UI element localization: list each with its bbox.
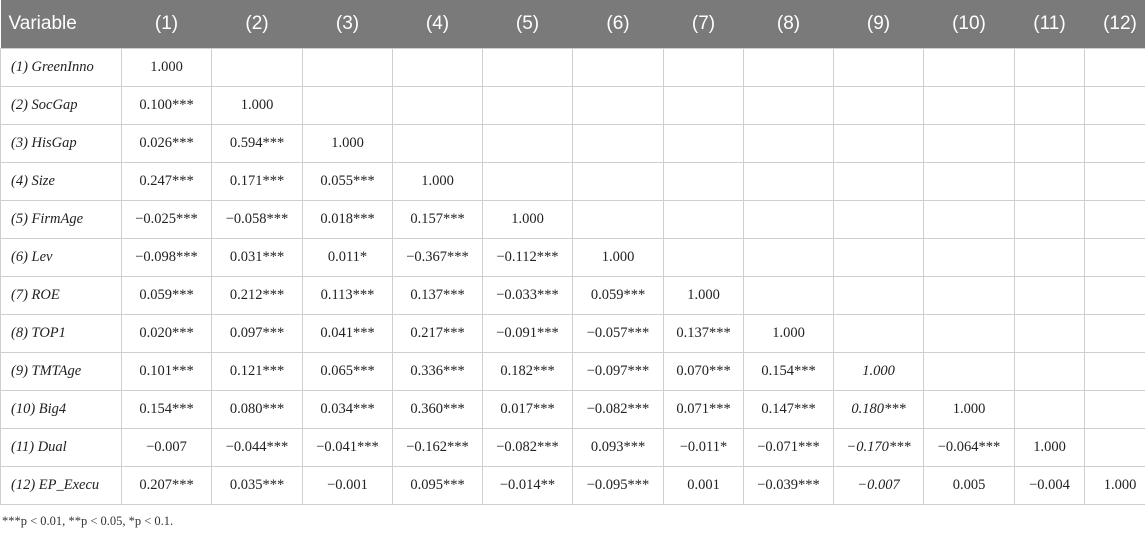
row-label: (2) SocGap (1, 87, 122, 125)
table-cell: 0.026*** (122, 125, 212, 163)
table-cell: 0.336*** (393, 353, 483, 391)
header-col-6: (6) (573, 0, 664, 49)
table-cell: 0.217*** (393, 315, 483, 353)
header-col-4: (4) (393, 0, 483, 49)
table-cell: −0.011* (664, 429, 744, 467)
table-cell: 0.035*** (212, 467, 303, 505)
table-cell: −0.091*** (483, 315, 573, 353)
table-cell (924, 125, 1015, 163)
table-cell (744, 163, 834, 201)
table-cell (924, 201, 1015, 239)
table-cell: 0.071*** (664, 391, 744, 429)
table-cell: 1.000 (744, 315, 834, 353)
table-cell (573, 87, 664, 125)
table-cell (924, 163, 1015, 201)
row-label: (3) HisGap (1, 125, 122, 163)
table-cell (834, 277, 924, 315)
table-cell (212, 49, 303, 87)
table-cell: −0.058*** (212, 201, 303, 239)
table-cell: 0.113*** (303, 277, 393, 315)
table-row (1, 277, 1145, 315)
table-cell: 0.065*** (303, 353, 393, 391)
table-cell (1085, 125, 1145, 163)
table-cell: 0.059*** (573, 277, 664, 315)
table-body (1, 49, 1145, 505)
table-cell (1015, 49, 1085, 87)
table-cell (744, 125, 834, 163)
table-cell: 0.031*** (212, 239, 303, 277)
header-col-9: (9) (834, 0, 924, 49)
significance-footnote (2, 514, 173, 529)
table-cell: 0.095*** (393, 467, 483, 505)
table-cell: 0.157*** (393, 201, 483, 239)
table-cell (1015, 201, 1085, 239)
table-cell (303, 87, 393, 125)
table-cell (483, 87, 573, 125)
table-cell: 1.000 (664, 277, 744, 315)
header-col-1: (1) (122, 0, 212, 49)
table-cell: 1.000 (924, 391, 1015, 429)
table-cell: −0.014** (483, 467, 573, 505)
table-cell (1085, 429, 1145, 467)
table-cell: 1.000 (483, 201, 573, 239)
table-cell (834, 315, 924, 353)
table-cell (393, 49, 483, 87)
row-label: (5) FirmAge (1, 201, 122, 239)
table-cell (1085, 239, 1145, 277)
table-cell: −0.044*** (212, 429, 303, 467)
table-cell: 0.154*** (744, 353, 834, 391)
table-cell (744, 49, 834, 87)
table-cell (1085, 315, 1145, 353)
table-cell (1085, 163, 1145, 201)
table-cell: −0.170*** (834, 429, 924, 467)
table-cell: 0.147*** (744, 391, 834, 429)
table-cell: 0.070*** (664, 353, 744, 391)
row-label: (12) EP_Execu (1, 467, 122, 505)
table-row (1, 87, 1145, 125)
table-cell (664, 201, 744, 239)
row-label: (10) Big4 (1, 391, 122, 429)
table-row (1, 391, 1145, 429)
table-cell (744, 239, 834, 277)
table-row (1, 467, 1145, 505)
table-cell: 0.180*** (834, 391, 924, 429)
table-cell (664, 49, 744, 87)
table-cell (744, 277, 834, 315)
table-cell: −0.041*** (303, 429, 393, 467)
table-cell (483, 125, 573, 163)
table-cell (924, 49, 1015, 87)
table-cell: 0.097*** (212, 315, 303, 353)
header-col-8: (8) (744, 0, 834, 49)
table-cell (393, 125, 483, 163)
row-label: (8) TOP1 (1, 315, 122, 353)
row-label: (9) TMTAge (1, 353, 122, 391)
header-col-3: (3) (303, 0, 393, 49)
table-cell: 1.000 (1085, 467, 1145, 505)
table-cell: 0.207*** (122, 467, 212, 505)
table-cell (924, 277, 1015, 315)
header-col-7: (7) (664, 0, 744, 49)
table-cell: −0.097*** (573, 353, 664, 391)
table-cell: 0.017*** (483, 391, 573, 429)
table-cell (573, 49, 664, 87)
table-cell (924, 239, 1015, 277)
table-cell: −0.004 (1015, 467, 1085, 505)
table-cell: −0.162*** (393, 429, 483, 467)
header-col-10: (10) (924, 0, 1015, 49)
table-cell (924, 87, 1015, 125)
table-cell (1085, 277, 1145, 315)
table-cell: 1.000 (393, 163, 483, 201)
table-cell (1015, 239, 1085, 277)
table-row (1, 163, 1145, 201)
table-cell (834, 125, 924, 163)
table-row (1, 125, 1145, 163)
table-cell: −0.007 (834, 467, 924, 505)
table-cell: −0.064*** (924, 429, 1015, 467)
table-cell: 0.059*** (122, 277, 212, 315)
table-cell (1085, 49, 1145, 87)
table-cell: −0.112*** (483, 239, 573, 277)
table-cell (1015, 163, 1085, 201)
table-cell: −0.098*** (122, 239, 212, 277)
table-cell (1085, 391, 1145, 429)
table-cell (573, 163, 664, 201)
table-cell: 1.000 (1015, 429, 1085, 467)
table-cell: −0.025*** (122, 201, 212, 239)
table-cell: 0.055*** (303, 163, 393, 201)
table-cell: 0.005 (924, 467, 1015, 505)
table-cell: 1.000 (303, 125, 393, 163)
table-cell: 1.000 (122, 49, 212, 87)
table-cell: 0.080*** (212, 391, 303, 429)
table-cell: 0.018*** (303, 201, 393, 239)
table-cell (1085, 87, 1145, 125)
table-cell (664, 239, 744, 277)
footnote-p3: *p < 0.1. (128, 514, 174, 528)
table-cell (573, 201, 664, 239)
table-cell (1015, 87, 1085, 125)
table-cell: 0.121*** (212, 353, 303, 391)
table-cell (303, 49, 393, 87)
row-label: (7) ROE (1, 277, 122, 315)
table-cell (483, 163, 573, 201)
table-cell: −0.095*** (573, 467, 664, 505)
table-cell: 0.171*** (212, 163, 303, 201)
table-cell: 0.594*** (212, 125, 303, 163)
table-cell (924, 315, 1015, 353)
table-cell: 1.000 (212, 87, 303, 125)
table-cell (1015, 315, 1085, 353)
table-cell: 0.034*** (303, 391, 393, 429)
table-cell: 0.001 (664, 467, 744, 505)
row-label: (1) GreenInno (1, 49, 122, 87)
table-cell: −0.057*** (573, 315, 664, 353)
header-col-11: (11) (1015, 0, 1085, 49)
table-cell: 0.212*** (212, 277, 303, 315)
table-cell: −0.001 (303, 467, 393, 505)
table-cell: 0.247*** (122, 163, 212, 201)
table-cell: 0.154*** (122, 391, 212, 429)
table-cell: 0.020*** (122, 315, 212, 353)
table-cell (664, 87, 744, 125)
table-cell: −0.039*** (744, 467, 834, 505)
footnote-p2: **p < 0.05, (68, 514, 126, 528)
table-cell (744, 201, 834, 239)
table-cell: 0.137*** (393, 277, 483, 315)
table-cell (664, 163, 744, 201)
table-cell (1015, 277, 1085, 315)
table-cell (924, 353, 1015, 391)
header-col-2: (2) (212, 0, 303, 49)
table-cell (664, 125, 744, 163)
table-row (1, 353, 1145, 391)
table-cell (834, 87, 924, 125)
table-row (1, 201, 1145, 239)
table-cell: 0.101*** (122, 353, 212, 391)
table-cell: 0.093*** (573, 429, 664, 467)
header-col-12: (12) (1085, 0, 1145, 49)
table-cell: 0.182*** (483, 353, 573, 391)
table-cell (834, 49, 924, 87)
table-cell (573, 125, 664, 163)
table-cell: 1.000 (834, 353, 924, 391)
table-cell (1085, 201, 1145, 239)
table-row (1, 239, 1145, 277)
table-cell (1015, 391, 1085, 429)
table-cell (834, 201, 924, 239)
table-cell (834, 163, 924, 201)
header-col-5: (5) (483, 0, 573, 49)
table-cell: −0.033*** (483, 277, 573, 315)
row-label: (4) Size (1, 163, 122, 201)
header-row (1, 0, 1145, 49)
table-cell: −0.082*** (573, 391, 664, 429)
table-header (1, 0, 1145, 49)
table-cell: −0.007 (122, 429, 212, 467)
footnote-p1: ***p < 0.01, (2, 514, 66, 528)
table-cell: 1.000 (573, 239, 664, 277)
table-cell: −0.071*** (744, 429, 834, 467)
header-variable: Variable (1, 0, 122, 49)
table-cell: 0.011* (303, 239, 393, 277)
table-cell (744, 87, 834, 125)
table-cell: −0.082*** (483, 429, 573, 467)
table-cell (393, 87, 483, 125)
row-label: (6) Lev (1, 239, 122, 277)
table-cell: 0.041*** (303, 315, 393, 353)
row-label: (11) Dual (1, 429, 122, 467)
table-cell (834, 239, 924, 277)
table-row (1, 429, 1145, 467)
table-cell: 0.137*** (664, 315, 744, 353)
table-cell (483, 49, 573, 87)
table-cell (1085, 353, 1145, 391)
table-cell: 0.360*** (393, 391, 483, 429)
table-cell: −0.367*** (393, 239, 483, 277)
table-cell (1015, 353, 1085, 391)
table-cell: 0.100*** (122, 87, 212, 125)
table-row (1, 315, 1145, 353)
table-cell (1015, 125, 1085, 163)
table-row (1, 49, 1145, 87)
